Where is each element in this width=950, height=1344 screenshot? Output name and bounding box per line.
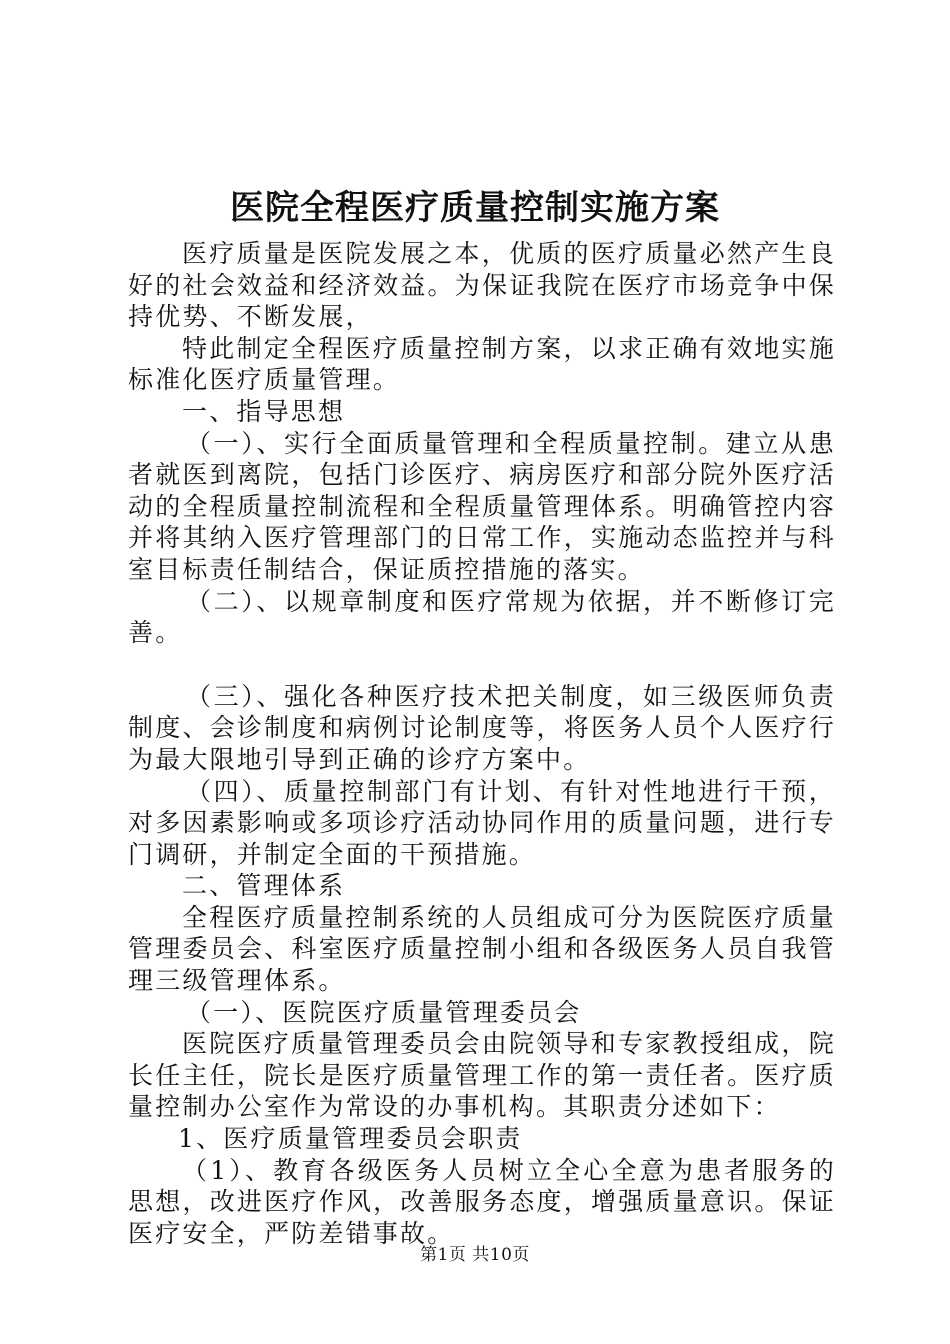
paragraph-purpose: 特此制定全程医疗质量控制方案，以求正确有效地实施标准化医疗质量管理。 [128,333,836,395]
subsection-heading-committee-duties: 1、医疗质量管理委员会职责 [178,1124,523,1154]
subsection-heading-committee: （一）、医院医疗质量管理委员会 [186,997,582,1027]
paragraph-item-1: （一）、实行全面质量管理和全程质量控制。建立从患者就医到离院，包括门诊医疗、病房医疗和部分院外医疗活动的全程质量控制流程和全程质量管理体系。明确管控内容并将其纳入医疗管理部门的日常工作，实施动态监控并与科室目标责任制结合，保证质控措施的落实。 [128,428,836,584]
page-footer: 第1页 共10页 [420,1245,530,1265]
paragraph-committee: 医院医疗质量管理委员会由院领导和专家教授组成，院长任主任，院长是医疗质量管理工作的第一责任者。医疗质量控制办公室作为常设的办事机构。其职责分述如下： [128,1029,836,1122]
paragraph-intro: 医疗质量是医院发展之本，优质的医疗质量必然产生良好的社会效益和经济效益。为保证我院在医疗市场竞争中保持优势、不断发展， [128,239,836,332]
section-heading-guiding-thought: 一、指导思想 [182,396,346,426]
section-heading-management-system: 二、管理体系 [182,871,346,901]
document-title: 医院全程医疗质量控制实施方案 [230,188,720,228]
document-body [128,238,836,1249]
paragraph-item-2: （二）、以规章制度和医疗常规为依据，并不断修订完善。 [128,586,836,648]
paragraph-item-3: （三）、强化各种医疗技术把关制度，如三级医师负责制度、会诊制度和病例讨论制度等，将医务人员个人医疗行为最大限地引导到正确的诊疗方案中。 [128,681,836,774]
paragraph-item-4: （四）、质量控制部门有计划、有针对性地进行干预，对多因素影响或多项诊疗活动协同作用的质量问题，进行专门调研，并制定全面的干预措施。 [128,776,836,869]
paragraph-duty-1: （1）、教育各级医务人员树立全心全意为患者服务的思想，改进医疗作风，改善服务态度，增强质量意识。保证医疗安全，严防差错事故。 [128,1155,836,1248]
paragraph-system-overview: 全程医疗质量控制系统的人员组成可分为医院医疗质量管理委员会、科室医疗质量控制小组和各级医务人员自我管理三级管理体系。 [128,902,836,996]
